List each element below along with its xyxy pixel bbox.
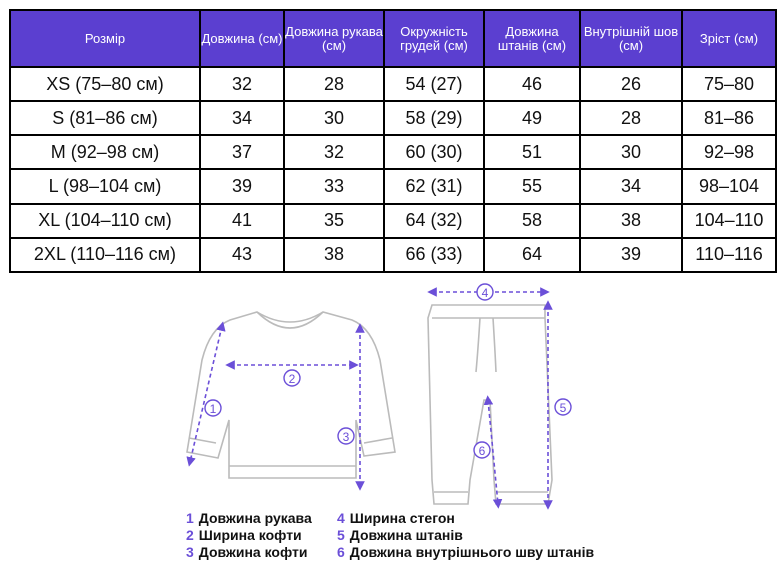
table-row xyxy=(10,135,776,169)
table-cell: 75–80 xyxy=(682,67,776,101)
table-cell: 104–110 xyxy=(682,204,776,238)
table-cell: 64 xyxy=(484,238,580,272)
table-row xyxy=(10,238,776,272)
marker-6-icon xyxy=(474,442,490,458)
table-cell: 98–104 xyxy=(682,169,776,203)
header-inseam: Внутрішній шов (см) xyxy=(580,10,682,67)
header-chest: Окружність грудей (см) xyxy=(384,10,484,67)
marker-3-icon xyxy=(338,428,354,444)
table-cell: XL (104–110 см) xyxy=(10,204,200,238)
table-cell: 64 (32) xyxy=(384,204,484,238)
table-cell: 66 (33) xyxy=(384,238,484,272)
table-cell: 110–116 xyxy=(682,238,776,272)
legend-label: Ширина стегон xyxy=(349,510,455,526)
table-cell: 55 xyxy=(484,169,580,203)
table-cell: 51 xyxy=(484,135,580,169)
table-cell: 54 (27) xyxy=(384,67,484,101)
table-cell: 81–86 xyxy=(682,101,776,135)
legend-item xyxy=(186,527,312,544)
header-sleeve-length: Довжина рукава (см) xyxy=(284,10,384,67)
svg-text:6: 6 xyxy=(478,444,486,458)
header-height: Зріст (см) xyxy=(682,10,776,67)
table-cell: 38 xyxy=(284,238,384,272)
table-cell: L (98–104 см) xyxy=(10,169,200,203)
table-row xyxy=(10,169,776,203)
legend-number: 5 xyxy=(337,527,345,543)
marker-2-icon xyxy=(284,370,300,386)
garment-measurement-diagram xyxy=(0,270,783,510)
table-cell: 35 xyxy=(284,204,384,238)
legend-number: 1 xyxy=(186,510,194,526)
table-cell: 34 xyxy=(580,169,682,203)
table-cell: 34 xyxy=(200,101,284,135)
table-cell: M (92–98 см) xyxy=(10,135,200,169)
table-cell: 28 xyxy=(284,67,384,101)
legend-label: Довжина внутрішнього шву штанів xyxy=(349,544,595,560)
svg-text:1: 1 xyxy=(209,402,217,416)
marker-5-icon xyxy=(555,399,571,415)
table-cell: 38 xyxy=(580,204,682,238)
table-cell: 33 xyxy=(284,169,384,203)
legend-column-right xyxy=(337,510,594,561)
table-cell: 32 xyxy=(200,67,284,101)
table-cell: 26 xyxy=(580,67,682,101)
legend-label: Довжина кофти xyxy=(198,544,308,560)
table-row xyxy=(10,101,776,135)
legend-number: 3 xyxy=(186,544,194,560)
legend-number: 6 xyxy=(337,544,345,560)
table-row xyxy=(10,67,776,101)
legend-item xyxy=(337,527,594,544)
table-cell: 58 xyxy=(484,204,580,238)
legend-label: Ширина кофти xyxy=(198,527,302,543)
table-header-row xyxy=(10,10,776,67)
table-row xyxy=(10,204,776,238)
table-cell: 28 xyxy=(580,101,682,135)
marker-1-icon xyxy=(205,400,221,416)
table-cell: 49 xyxy=(484,101,580,135)
legend-number: 4 xyxy=(337,510,345,526)
svg-text:5: 5 xyxy=(559,401,567,415)
table-cell: 43 xyxy=(200,238,284,272)
table-cell: 32 xyxy=(284,135,384,169)
svg-text:2: 2 xyxy=(288,372,296,386)
table-cell: 30 xyxy=(580,135,682,169)
table-cell: 39 xyxy=(580,238,682,272)
table-cell: 37 xyxy=(200,135,284,169)
table-cell: 30 xyxy=(284,101,384,135)
sweatshirt-outline xyxy=(187,312,395,478)
table-cell: XS (75–80 см) xyxy=(10,67,200,101)
table-cell: 41 xyxy=(200,204,284,238)
marker-4-icon xyxy=(477,284,493,300)
table-cell: 62 (31) xyxy=(384,169,484,203)
table-cell: S (81–86 см) xyxy=(10,101,200,135)
table-cell: 39 xyxy=(200,169,284,203)
legend-item xyxy=(337,544,594,561)
pants-outline xyxy=(428,305,552,504)
legend-column-left xyxy=(186,510,312,561)
table-cell: 92–98 xyxy=(682,135,776,169)
legend-label: Довжина рукава xyxy=(198,510,312,526)
header-length: Довжина (см) xyxy=(200,10,284,67)
svg-text:3: 3 xyxy=(342,430,350,444)
table-cell: 60 (30) xyxy=(384,135,484,169)
legend-item xyxy=(186,544,312,561)
legend-item xyxy=(337,510,594,527)
legend-number: 2 xyxy=(186,527,194,543)
size-chart-table xyxy=(9,9,777,273)
table-cell: 58 (29) xyxy=(384,101,484,135)
table-cell: 2XL (110–116 см) xyxy=(10,238,200,272)
legend-label: Довжина штанів xyxy=(349,527,463,543)
header-size: Розмір xyxy=(10,10,200,67)
header-pants-length: Довжина штанів (см) xyxy=(484,10,580,67)
legend-item xyxy=(186,510,312,527)
table-cell: 46 xyxy=(484,67,580,101)
svg-text:4: 4 xyxy=(481,286,489,300)
